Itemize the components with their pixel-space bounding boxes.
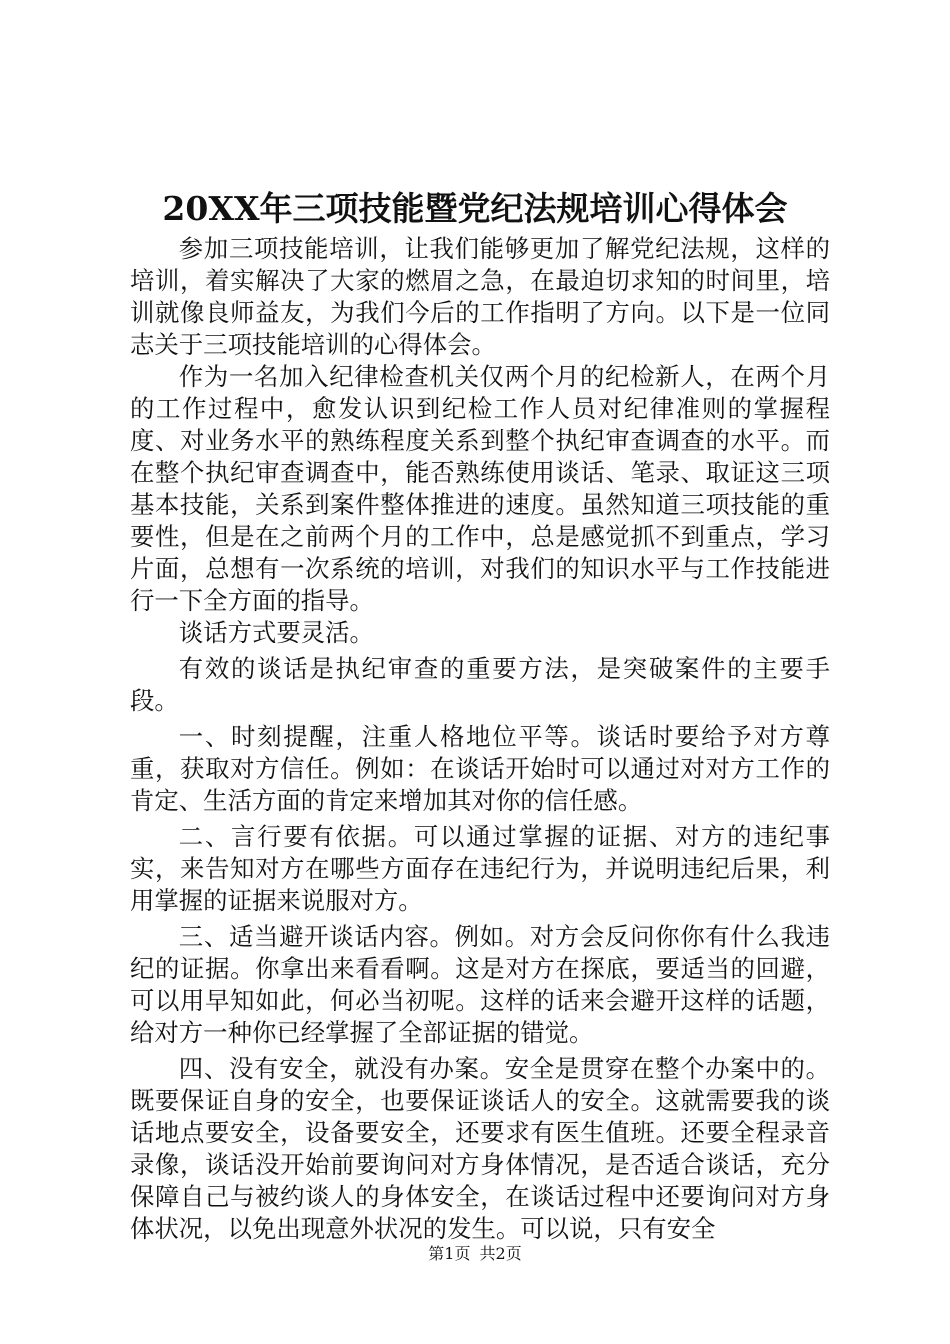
paragraph-point-one: 一、时刻提醒，注重人格地位平等。谈话时要给予对方尊重，获取对方信任。例如：在谈话开始时可以通过对对方工作的肯定、生活方面的肯定来增加其对你的信任感。 [130, 722, 830, 815]
paragraph-intro: 参加三项技能培训，让我们能够更加了解党纪法规，这样的培训，着实解决了大家的燃眉之急，在最迫切求知的时间里，培训就像良师益友，为我们今后的工作指明了方向。以下是一位同志关于三项技能培训的心得体会。 [130, 234, 830, 359]
page-total: 共2页 [479, 1244, 522, 1263]
page-number: 第1页 [428, 1244, 471, 1263]
paragraph-background: 作为一名加入纪律检查机关仅两个月的纪检新人，在两个月的工作过程中，愈发认识到纪检工作人员对纪律准则的掌握程度、对业务水平的熟练程度关系到整个执纪审查调查的水平。而在整个执纪审查调查中，能否熟练使用谈话、笔录、取证这三项基本技能，关系到案件整体推进的速度。虽然知道三项技能的重要性，但是在之前两个月的工作中，总是感觉抓不到重点，学习片面，总想有一次系统的培训，对我们的知识水平与工作技能进行一下全方面的指导。 [130, 362, 830, 615]
paragraph-point-two: 二、言行要有依据。可以通过掌握的证据、对方的违纪事实，来告知对方在哪些方面存在违纪行为，并说明违纪后果，利用掌握的证据来说服对方。 [130, 822, 830, 915]
paragraph-point-three: 三、适当避开谈话内容。例如。对方会反问你你有什么我违纪的证据。你拿出来看看啊。这是对方在探底，要适当的回避，可以用早知如此，何必当初呢。这样的话来会避开这样的话题，给对方一种你已经掌握了全部证据的错觉。 [130, 922, 830, 1047]
document-title: 20XX年三项技能暨党纪法规培训心得体会 [162, 189, 788, 228]
paragraph-point-four: 四、没有安全，就没有办案。安全是贯穿在整个办案中的。既要保证自身的安全，也要保证谈话人的安全。这就需要我的谈话地点要安全，设备要安全，还要求有医生值班。还要全程录音录像，谈话没开始前要询问对方身体情况，是否适合谈话，充分保障自己与被约谈人的身体安全，在谈话过程中还要询问对方身体状况，以免出现意外状况的发生。可以说，只有安全 [130, 1054, 830, 1243]
paragraph-talk-method: 有效的谈话是执纪审查的重要方法，是突破案件的主要手段。 [130, 654, 830, 715]
page-footer [0, 1244, 950, 1264]
paragraph-heading-talk: 谈话方式要灵活。 [178, 618, 374, 647]
document-body [130, 233, 830, 1245]
